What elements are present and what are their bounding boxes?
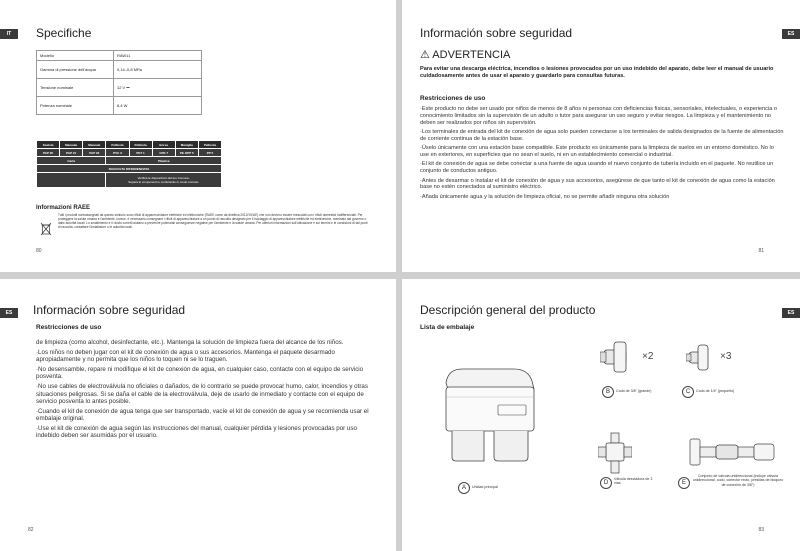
spec-row [37,79,202,97]
rec-code: PP 5 [198,149,221,157]
label-circle-c: C [682,386,694,398]
elbow-large-icon [600,340,640,376]
item-a-label: Unidad principal [472,485,498,489]
recycling-table [36,140,222,190]
warning-heading: ⚠ ADVERTENCIA [420,49,511,61]
rec-code: PVC 3 [106,149,129,157]
quantity-b: ×2 [642,351,654,362]
spec-key: Gamma di pressione dell'acqua [37,61,114,79]
language-tab: ES [782,308,800,318]
rec-head: Pellicola [129,141,152,149]
list-item: ·El kit de conexión de agua se debe conectar a una fuente de agua usando el nuevo conjunto de tubería incluido en el paquete. No reutilice un conjunto de conductos antiguo. [420,161,774,175]
elbow-small-icon [686,343,720,373]
diverter-valve-icon [598,431,632,475]
rec-head: Pellicola [198,141,221,149]
rec-note: Verifica le disposizioni del tuo Comune. Separa le componenti e conferiscile in modo corretto. [106,173,222,188]
rec-head: Maniglia [175,141,198,149]
label-circle-b: B [602,386,614,398]
list-item: ·No desensamble, repare ni modifique el kit de conexión de agua, en cualquier caso, contacte con el equipo de servicio posventa. [36,366,364,381]
page-number: 80 [36,248,42,254]
rec-code: PAP 20 [37,149,60,157]
page-title: Specifiche [36,26,92,40]
item-b-label: Codo de 3/8" (grande) [616,389,652,393]
rec-code: PET 1 [129,149,152,157]
list-item: ·Los niños no deben jugar con el kit de conexión de agua o sus accesorios. Mantenga el paquete desarmado apropiadamente y no permita que los niños lo toquen ni se lo traguen. [36,348,335,364]
list-item: ·Añada únicamente agua y la solución de limpieza oficial, no se permite añadir ninguna otra solución [420,193,670,200]
item-e-label: Conjunto de válvula unidireccional (incluye válvula unidireccional, codo, conector recto, presillas de bloqueo de conexión de 3/8") [692,474,784,487]
spec-value: 0,14–0,8 MPa [114,61,202,79]
page-81 [402,0,800,272]
rec-head: Borsa [152,141,175,149]
quantity-c: ×3 [720,351,732,362]
rec-head: Pellicola [106,141,129,149]
spec-key: Tensione nominale [37,79,114,97]
page-number: 82 [28,527,34,533]
spec-key: Modello [37,51,114,61]
section-subtitle: Lista de embalaje [420,324,475,331]
list-item: ·Este producto no debe ser usado por niños de menos de 8 años ni personas con deficiencias físicas, sensoriales, intelectuales, o experiencia o conocimiento limitados sin la supervisión de un adulto o tutor para asegurar un uso seguro y evitar riesgos. La limpieza y el mantenimiento no deben ser realizados por niños sin supervisión. [420,106,777,126]
spec-table [36,50,202,115]
raee-text: Tutti i prodotti contrassegnati da questo simbolo sono rifiuti di apparecchiature elettriche ed elettroniche (RAEE come da direttiva 2012/19/UE) che non devono essere mescolati con i rifiuti domestici indifferenziati. Per proteggere la salute umana e l'ambiente, invece, è necessario consegnare i rifiuti di apparecchiature a un punto di raccolta designato per il riciclaggio di apparecchiature elettriche ed elettroniche, nominato dal governo o dalle autorità locali. Lo smaltimento e il riciclo corretti aiutano a prevenire potenziali conseguenze negative per l'ambiente e la salute umana. Per ulteriori informazioni sull'ubicazione e sui termini e le condizioni di tali punti di raccolta, contattare l'installatore o le autorità locali. [58,213,368,230]
rec-code: PE 4/PP 5 [175,149,198,157]
list-item: de limpieza (como alcohol, desinfectante, etc.). Mantenga la solución de limpieza fuera del alcance de los niños. [36,339,344,346]
rec-plastica: Plastica [106,157,222,165]
section-subtitle: Restricciones de uso [420,95,486,102]
item-c-label: Codo de 1/4" (pequeño) [696,389,735,393]
page-80 [0,0,396,272]
crossed-bin-icon [40,222,52,236]
rec-raccolta: RACCOLTA DIFFERENZIATA [37,165,222,173]
spec-row [37,97,202,115]
language-tab: ES [0,308,18,318]
language-tab: ES [782,29,800,39]
list-item: ·Los terminales de entrada del kit de conexión de agua solo pueden conectarse a los terminales de salida designados de la fuente de alimentación de corriente continua de la estación base. [420,128,784,142]
spec-row [37,61,202,79]
label-circle-e: E [678,477,690,489]
rec-head: Manuale [83,141,106,149]
warning-intro: Para evitar una descarga eléctrica, incendios o lesiones provocados por un uso indebido del aparato, debe leer el manual de usuario cuidadosamente antes de usar el aparato y guardarlo para consultas futuras. [420,66,774,79]
label-circle-d: D [600,477,612,489]
label-circle-a: A [458,482,470,494]
spec-value: 8,4 W [114,97,202,115]
rec-head: Manuale [60,141,83,149]
page-number: 81 [758,248,764,254]
spec-key: Potenza nominale [37,97,114,115]
page-title: Información sobre seguridad [420,26,573,40]
list-item: ·Antes de desarmar o instalar el kit de conexión de agua y sus accesorios, asegúrese de que tanto el kit de conexión de agua como la estación base no estén conectados al suministro eléctrico. [420,177,775,191]
rec-code: PAP 22 [83,149,106,157]
restrictions-list [420,106,784,203]
rec-head: Scatola [37,141,60,149]
main-unit-illustration [436,357,544,469]
page-82 [0,279,396,551]
page-number: 83 [758,527,764,533]
language-tab: IT [0,29,18,39]
page-title: Descripción general del producto [420,303,596,317]
list-item: ·Use el kit de conexión de agua según las instrucciones del manual, cualquier pérdida y lesiones provocadas por uso indebido deben ser asumidas por el usuario. [36,425,357,440]
one-way-valve-set-icon [688,435,778,471]
item-d-label: Válvula desviadora de 3 vías [614,477,653,486]
spec-value: RAW11 [114,51,202,61]
restrictions-list [36,339,376,442]
list-item: ·Cuando el kit de conexión de agua tenga que ser transportado, vacíe el kit de conexión de agua y se recomienda usar el embalaje original. [36,407,369,423]
rec-code: PAP 21 [60,149,83,157]
section-subtitle: Restricciones de uso [36,324,102,331]
raee-title: Informazioni RAEE [36,205,91,211]
spec-value: 12 V ⎓ [114,79,202,97]
list-item: ·No use cables de electroválvula no oficiales o dañados, de lo contrario se puede provocar humo, calor, incendios y otras situaciones peligrosas. Si se daña el cable de la electroválvula, deje de usarlo de inmediato y contacte con el equipo de servicio posventa lo antes posible. [36,383,368,406]
page-title: Información sobre seguridad [33,303,186,317]
spec-row [37,51,202,61]
rec-code: CPE 7 [152,149,175,157]
page-83 [402,279,800,551]
rec-carta: Carta [37,157,106,165]
list-item: ·Úselo únicamente con una estación base compatible. Este producto es únicamente para la limpieza de suelos en un entorno doméstico. No lo use en exteriores, en superficies que no sean el suelo, ni en un establecimiento comercial o industrial. [420,145,774,158]
